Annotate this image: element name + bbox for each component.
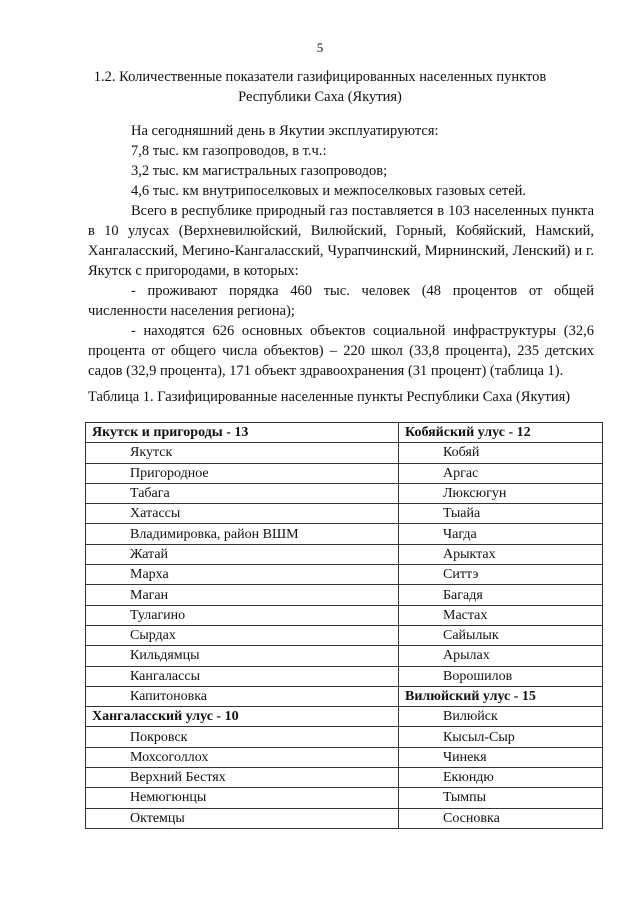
table-cell-settlement: Капитоновка: [86, 686, 399, 706]
table-row: [86, 808, 603, 828]
table-group-header: Кобяйский улус - 12: [399, 423, 603, 443]
table-row: [86, 686, 603, 706]
section-heading-line-2: Республики Саха (Якутия): [238, 89, 402, 105]
table-cell-settlement: Арылах: [399, 646, 603, 666]
table-cell-settlement: Тымпы: [399, 788, 603, 808]
table-row: [86, 585, 603, 605]
table-cell-settlement: Маган: [86, 585, 399, 605]
table-cell-settlement: Тулагино: [86, 605, 399, 625]
table-cell-settlement: Мохсоголлох: [86, 747, 399, 767]
table-row: [86, 463, 603, 483]
table-group-header: Якутск и пригороды - 13: [86, 423, 399, 443]
table-caption: Таблица 1. Газифицированные населенные пункты Республики Саха (Якутия): [88, 389, 571, 405]
table-cell-settlement: Кангалассы: [86, 666, 399, 686]
table-row: [86, 443, 603, 463]
table-cell-settlement: Кысыл-Сыр: [399, 727, 603, 747]
table-cell-settlement: Мастах: [399, 605, 603, 625]
table-row: [86, 666, 603, 686]
table-row: [86, 483, 603, 503]
table-row: [86, 625, 603, 645]
table-cell-settlement: Екюндю: [399, 768, 603, 788]
table-row: [86, 707, 603, 727]
table-cell-settlement: Багадя: [399, 585, 603, 605]
table-cell-settlement: Кобяй: [399, 443, 603, 463]
table-cell-settlement: Якутск: [86, 443, 399, 463]
table-cell-settlement: Табага: [86, 483, 399, 503]
table-cell-settlement: Кильдямцы: [86, 646, 399, 666]
section-heading: [60, 67, 580, 107]
table-row: [86, 504, 603, 524]
table-cell-settlement: Хатассы: [86, 504, 399, 524]
settlements-table-body: [86, 423, 603, 829]
paragraph-gas-supply: Всего в республике природный газ поставляется в 103 населенных пункта в 10 улусах (Верхневилюйский, Вилюйский, Горный, Кобяйский, Намский, Хангаласский, Мегино-Кангаласский, Чурапчинский, Мирнинский, Ленский) и г. Якутск с пригородами, в которых:: [88, 203, 594, 279]
paragraph-infrastructure: - находятся 626 основных объектов социальной инфраструктуры (32,6 процента от общего числа объектов) – 220 школ (33,8 процента), 235 детских садов (32,9 процента), 171 объект здравоохранения (31 процент) (таблица 1).: [88, 323, 594, 379]
body-text: [88, 121, 594, 381]
paragraph-population: - проживают порядка 460 тыс. человек (48 процентов от общей численности населения региона);: [88, 283, 594, 319]
table-row: [86, 747, 603, 767]
table-cell-settlement: Вилюйск: [399, 707, 603, 727]
table-row: [86, 646, 603, 666]
table-cell-settlement: Сырдах: [86, 625, 399, 645]
section-heading-line-1: 1.2. Количественные показатели газифицированных населенных пунктов: [93, 69, 547, 85]
table-cell-settlement: Владимировка, район ВШМ: [86, 524, 399, 544]
page-number: 5: [316, 40, 324, 55]
table-group-header: Вилюйский улус - 15: [399, 686, 603, 706]
paragraph-intro: На сегодняшний день в Якутии эксплуатируются:: [131, 123, 439, 139]
table-cell-settlement: Покровск: [86, 727, 399, 747]
table-cell-settlement: Октемцы: [86, 808, 399, 828]
table-cell-settlement: Ворошилов: [399, 666, 603, 686]
table-cell-settlement: Жатай: [86, 544, 399, 564]
table-row: [86, 524, 603, 544]
table-cell-settlement: Марха: [86, 565, 399, 585]
table-group-header: Хангаласский улус - 10: [86, 707, 399, 727]
table-row: [86, 727, 603, 747]
table-row: [86, 788, 603, 808]
table-cell-settlement: Чинекя: [399, 747, 603, 767]
paragraph-local-networks: 4,6 тыс. км внутрипоселковых и межпоселковых газовых сетей.: [131, 183, 527, 199]
table-cell-settlement: Аргас: [399, 463, 603, 483]
paragraph-total-pipelines: 7,8 тыс. км газопроводов, в т.ч.:: [131, 143, 327, 159]
table-cell-settlement: Люксюгун: [399, 483, 603, 503]
table-cell-settlement: Сосновка: [399, 808, 603, 828]
table-cell-settlement: Чагда: [399, 524, 603, 544]
paragraph-main-pipelines: 3,2 тыс. км магистральных газопроводов;: [131, 163, 388, 179]
table-row: [86, 544, 603, 564]
table-row: [86, 605, 603, 625]
table-row: [86, 768, 603, 788]
table-cell-settlement: Арыктах: [399, 544, 603, 564]
table-cell-settlement: Ситтэ: [399, 565, 603, 585]
table-cell-settlement: Пригородное: [86, 463, 399, 483]
table-cell-settlement: Тыайа: [399, 504, 603, 524]
table-row: [86, 423, 603, 443]
settlements-table: [85, 422, 603, 829]
table-row: [86, 565, 603, 585]
table-cell-settlement: Немюгюнцы: [86, 788, 399, 808]
table-cell-settlement: Сайылык: [399, 625, 603, 645]
table-cell-settlement: Верхний Бестях: [86, 768, 399, 788]
